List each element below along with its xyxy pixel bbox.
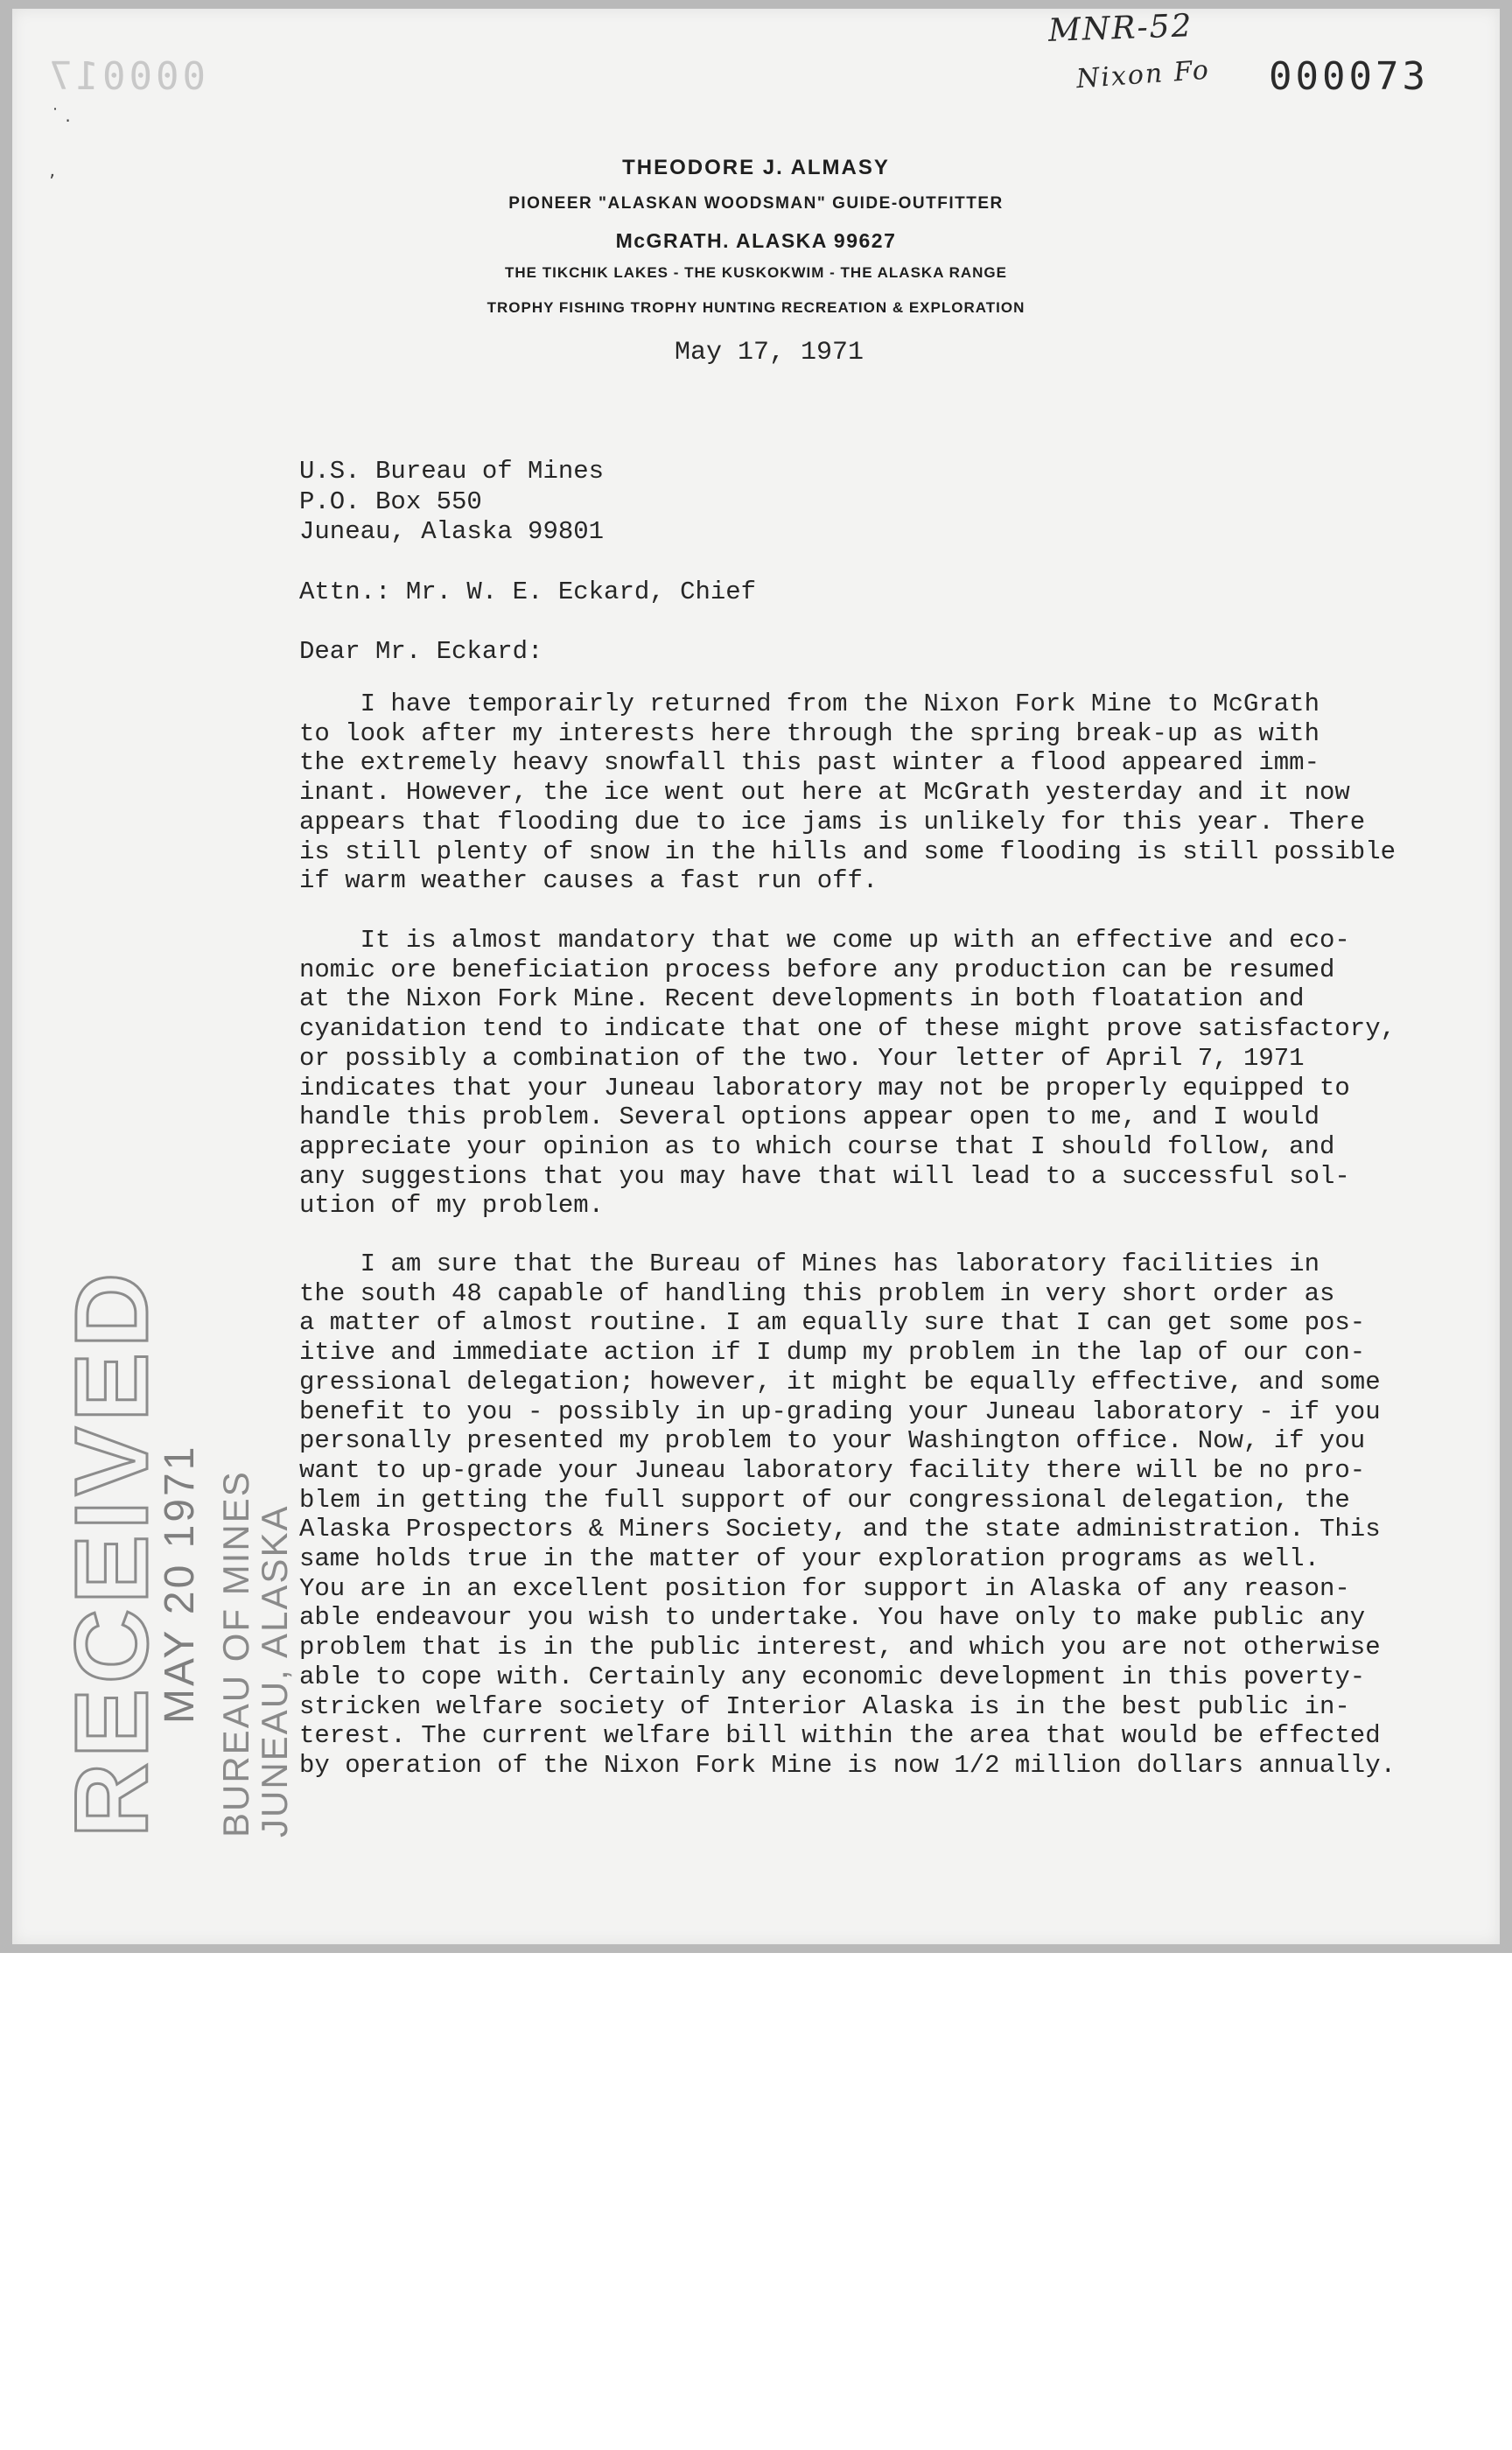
paragraph-line: terest. The current welfare bill within the area that would be effected [299, 1721, 1381, 1751]
paragraph-line: It is almost mandatory that we come up with an effective and eco- [299, 926, 1350, 955]
paragraph-line: cyanidation tend to indicate that one of these might prove satisfactory, [299, 1014, 1396, 1044]
handwritten-note: Nixon Fo [1074, 54, 1211, 95]
paragraph-line: appreciate your opinion as to which course that I should follow, and [299, 1131, 1335, 1161]
paragraph-line: the south 48 capable of handling this problem in very short order as [299, 1278, 1335, 1308]
received-stamp-date: MAY 20 1971 [157, 1444, 203, 1724]
paragraph-line: if warm weather causes a fast run off. [299, 866, 878, 896]
paragraph-line: indicates that your Juneau laboratory may not be properly equipped to [299, 1073, 1350, 1102]
paragraph-line: I am sure that the Bureau of Mines has laboratory facilities in [299, 1250, 1320, 1278]
recipient-address [299, 457, 604, 548]
received-stamp-text: RECEIVED [54, 1267, 170, 1838]
address-line: P.O. Box 550 [299, 486, 482, 516]
paragraph-line: same holds true in the matter of your exploration programs as well. [299, 1544, 1320, 1574]
letter-date: May 17, 1971 [674, 338, 864, 368]
address-line: Juneau, Alaska 99801 [299, 517, 605, 546]
paragraph-line: You are in an excellent position for support in Alaska of any reason- [299, 1573, 1350, 1603]
paragraph-line: any suggestions that you may have that will lead to a successful sol- [299, 1161, 1350, 1191]
letterhead-title: PIONEER "ALASKAN WOODSMAN" GUIDE-OUTFITTER [508, 194, 1004, 213]
salutation: Dear Mr. Eckard: [299, 637, 543, 666]
paragraph-line: personally presented my problem to your Washington office. Now, if you [299, 1426, 1366, 1456]
letterhead-name: THEODORE J. ALMASY [622, 156, 890, 179]
paragraph-line: or possibly a combination of the two. Your letter of April 7, 1971 [299, 1043, 1305, 1073]
paragraph-line: I have temporairly returned from the Nixon Fork Mine to McGrath [299, 690, 1320, 718]
paragraph-line: itive and immediate action if I dump my problem in the lap of our con- [299, 1338, 1366, 1368]
paragraph-line: appears that flooding due to ice jams is unlikely for this year. There [299, 807, 1366, 836]
paragraph-line: nomic ore beneficiation process before any production can be resumed [299, 955, 1335, 984]
ghost-document-number: 000017 [46, 54, 206, 99]
paragraph-line: want to up-grade your Juneau laboratory facility there will be no pro- [299, 1455, 1366, 1485]
paragraph-line: Alaska Prospectors & Miners Society, and the state administration. This [299, 1515, 1381, 1544]
paragraph-line: ution of my problem. [299, 1191, 605, 1221]
margin-mark: ʼ [49, 172, 55, 193]
handwritten-reference: MNR-52 [1047, 8, 1194, 49]
document-number: 000073 [1269, 54, 1429, 99]
letterhead-services: TROPHY FISHING TROPHY HUNTING RECREATION & EXPLORATION [486, 299, 1026, 316]
paragraph-line: problem that is in the public interest, and which you are not otherwise [299, 1633, 1381, 1662]
paragraph-line: able endeavour you wish to undertake. You have only to make public any [299, 1603, 1366, 1633]
paragraph-3 [299, 1250, 1396, 1781]
paragraph-line: is still plenty of snow in the hills and some flooding is still possible [299, 836, 1396, 866]
letterhead-region: THE TIKCHIK LAKES - THE KUSKOKWIM - THE ALASKA RANGE [505, 264, 1007, 281]
paragraph-1 [299, 690, 1396, 896]
paragraph-line: gressional delegation; however, it might be equally effective, and some [299, 1367, 1381, 1396]
paragraph-line: inant. However, the ice went out here at McGrath yesterday and it now [299, 778, 1350, 808]
address-line: U.S. Bureau of Mines [299, 457, 605, 486]
paragraph-line: benefit to you - possibly in up-grading your Juneau laboratory - if you [299, 1396, 1381, 1426]
paragraph-line: at the Nixon Fork Mine. Recent developments in both floatation and [299, 984, 1305, 1014]
paragraph-line: blem in getting the full support of our congressional delegation, the [299, 1485, 1350, 1515]
letterhead-location: McGRATH. ALASKA 99627 [615, 229, 897, 252]
paragraph-line: a matter of almost routine. I am equally sure that I can get some pos- [299, 1308, 1366, 1338]
paragraph-line: handle this problem. Several options appear open to me, and I would [299, 1102, 1320, 1132]
paragraph-line: by operation of the Nixon Fork Mine is now 1/2 million dollars annually. [299, 1750, 1396, 1780]
attention-line: Attn.: Mr. W. E. Eckard, Chief [299, 578, 757, 606]
paragraph-line: to look after my interests here through the spring break-up as with [299, 718, 1320, 748]
paragraph-line: the extremely heavy snowfall this past winter a flood appeared imm- [299, 748, 1320, 778]
paragraph-line: stricken welfare society of Interior Alaska is in the best public in- [299, 1691, 1350, 1721]
paragraph-line: able to cope with. Certainly any economic development in this poverty- [299, 1662, 1366, 1691]
margin-mark: ˙ . [51, 105, 71, 126]
paragraph-2 [299, 926, 1396, 1221]
